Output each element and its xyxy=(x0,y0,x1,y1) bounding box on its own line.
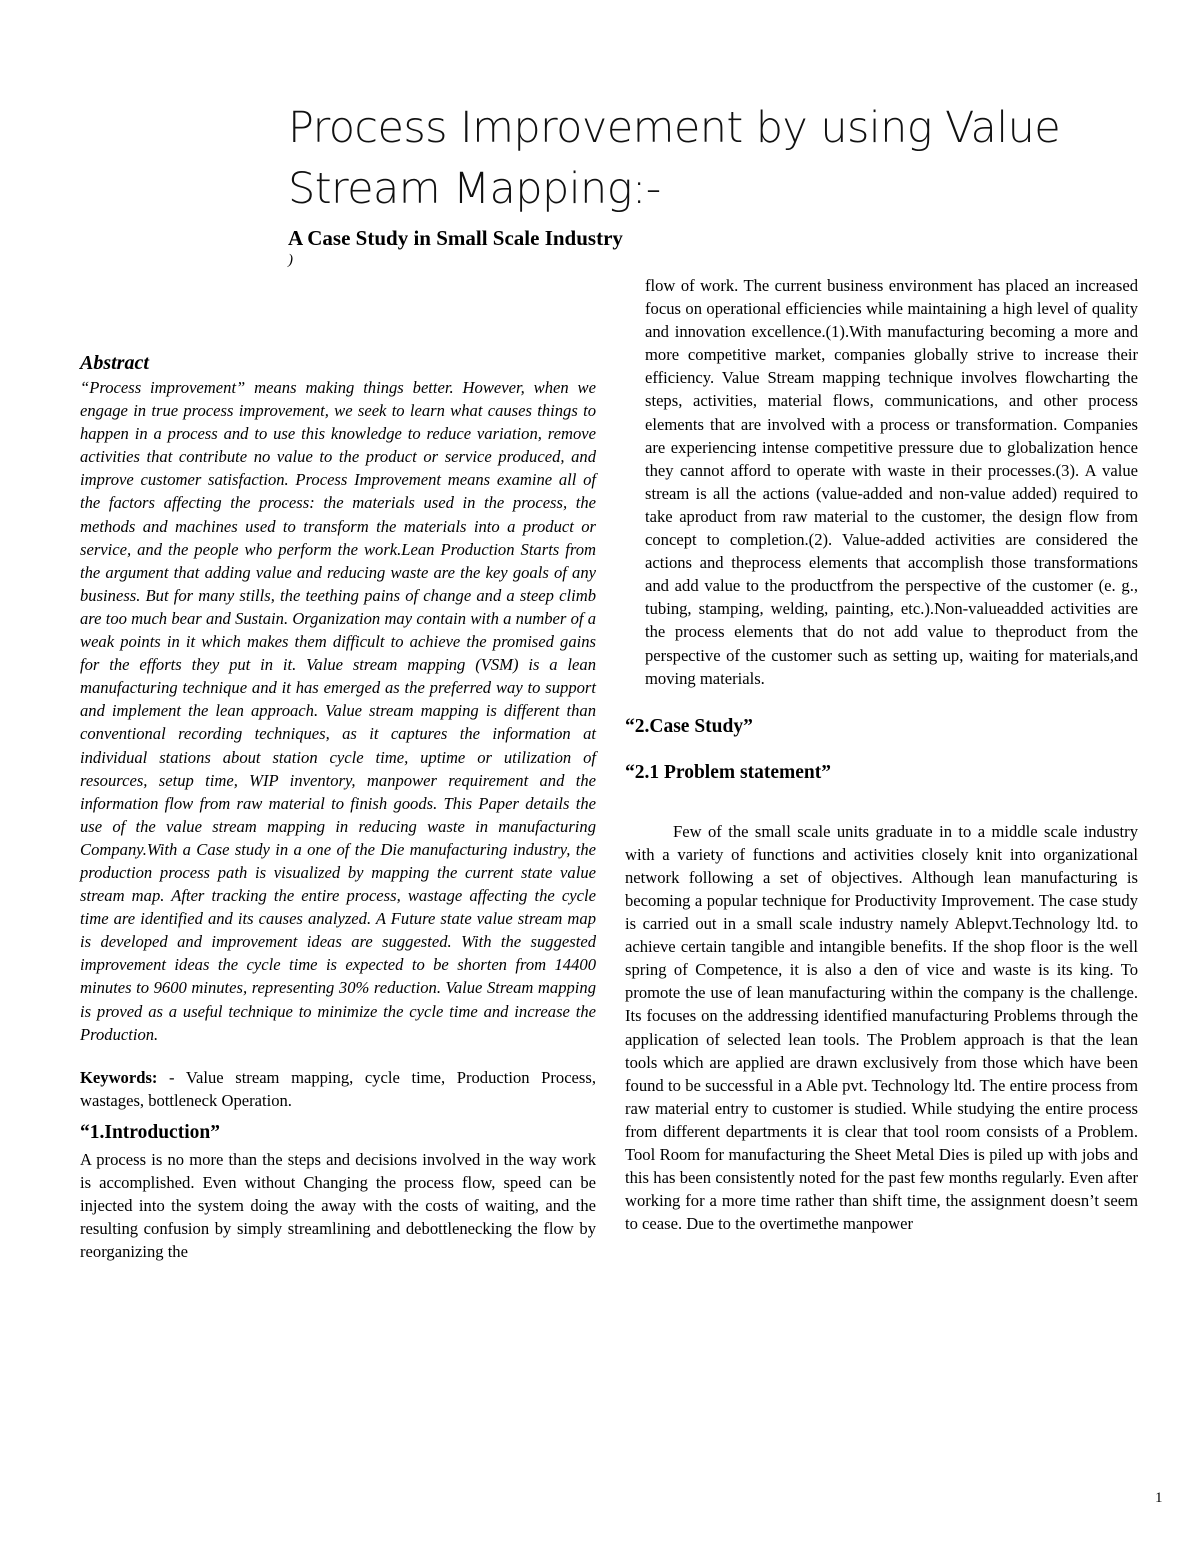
intro-text: A process is no more than the steps and decisions involved in the way work is accomplished. Even without Changing the process flow, speed can be injected into the system doing the away with the costs of waiting, and the resulting confusion by simply streamlining and debottlenecking the flow by reorganizing the xyxy=(80,1149,596,1262)
case-study-heading: “2.Case Study” xyxy=(625,715,753,737)
intro-heading: “1.Introduction” xyxy=(80,1121,220,1143)
keywords-text: - Value stream mapping, cycle time, Production Process, wastages, bottleneck Operation. xyxy=(80,1067,596,1110)
keywords-label: Keywords: xyxy=(80,1067,158,1087)
keywords xyxy=(80,1066,596,1112)
intro-continued: flow of work. The current business environment has placed an increased focus on operational efficiencies while maintaining a high level of quality and innovation excellence.(1).With manufacturing becoming a more and more competitive market, companies globally strive to increase their efficiency. Value Stream mapping technique involves flowcharting the steps, activities, material flows, communications, and other process elements that are involved with a process or transformation. Companies are experiencing intense competitive pressure due to globalization hence they cannot afford to operate with waste in their processes.(3). A value stream is all the actions (value-added and non-value added) required to take aproduct from raw material to the customer, the design flow from concept to completion.(2). Value-added activities are considered the actions and theprocess elements that accomplish those transformations and add value to the productfrom the perspective of the customer (e. g., tubing, stamping, welding, painting, etc.).Non-valueadded activities are the process elements that do not add value to theproduct from the perspective of the customer such as setting up, waiting for materials,and moving materials. xyxy=(645,276,1138,688)
subtitle-mark: ) xyxy=(288,252,293,268)
problem-text: Few of the small scale units graduate in to a middle scale industry with a variety of functions and activities closely knit into organizational network following a set of objectives. Although lean manufacturing is becoming a popular technique for Productivity Improvement. The case study is carried out in a small scale industry namely Ablepvt.Technology ltd. to achieve certain tangible and intangible benefits. If the shop floor is the well spring of Competence, it is also a den of vice and waste is its king. To promote the use of lean manufacturing within the company is the challenge. Its focuses on the addressing identified manufacturing Problems through the application of selected lean tools. The Problem approach is that the lean tools which are applied are drawn exclusively from those which have been found to be successful in a Able pvt. Technology ltd. The entire process from raw material entry to customer is studied. While studying the entire process from different departments it is clear that tool room consists of a Problem. Tool Room for manufacturing the Sheet Metal Dies is piled up with jobs and this has been consistently noted for the past few months regularly. Even after working for a more time rather than shift time, the assignment doesn’t seem to cease. Due to the overtimethe manpower xyxy=(625,821,1138,1234)
right-column xyxy=(625,274,1138,1235)
left-column xyxy=(80,350,596,1263)
page-number: 1 xyxy=(1155,1490,1163,1506)
paper-title: Process Improvement by using Value Stream Mapping:- xyxy=(288,103,1061,214)
abstract-text: “Process improvement” means making things better. However, when we engage in true process improvement, we seek to learn what causes things to happen in a process and to use this knowledge to reduce variation, remove activities that contribute no value to the product or service produced, and improve customer satisfaction. Process Improvement means examine all of the factors affecting the process: the materials used in the process, the methods and machines used to transform the materials into a product or service, and the people who perform the work.Lean Production Starts from the argument that adding value and reducing waste are the key goals of any business. But for many stills, the teething pains of change and a steep climb are too much bear and Sustain. Organization may contain with a number of a weak points in it which makes them difficult to achieve the promised gains for the efforts they put in it. Value stream mapping (VSM) is a lean manufacturing technique and it has emerged as the preferred way to support and implement the lean approach. Value stream mapping is different than conventional recording techniques, as it captures the information at individual stations about station cycle time, uptime or utilization of resources, setup time, WIP inventory, manpower requirement and the information flow from raw material to finish goods. This Paper details the use of the value stream mapping in reducing waste in manufacturing Company.With a Case study in a one of the Die manufacturing industry, the production process path is visualized by mapping the current state value stream map. After tracking the entire process, wastage affecting the cycle time are identified and its causes analyzed. A Future state value stream map is developed and improvement ideas are suggested. With the suggested improvement ideas the cycle time is expected to be shorten from 14400 minutes to 9600 minutes, representing 30% reduction. Value Stream mapping is proved as a useful technique to minimize the cycle time and increase the Production. xyxy=(80,378,596,1044)
problem-statement-heading: “2.1 Problem statement” xyxy=(625,761,831,783)
abstract-heading: Abstract xyxy=(80,352,149,374)
paper-subtitle: A Case Study in Small Scale Industry xyxy=(288,226,623,250)
